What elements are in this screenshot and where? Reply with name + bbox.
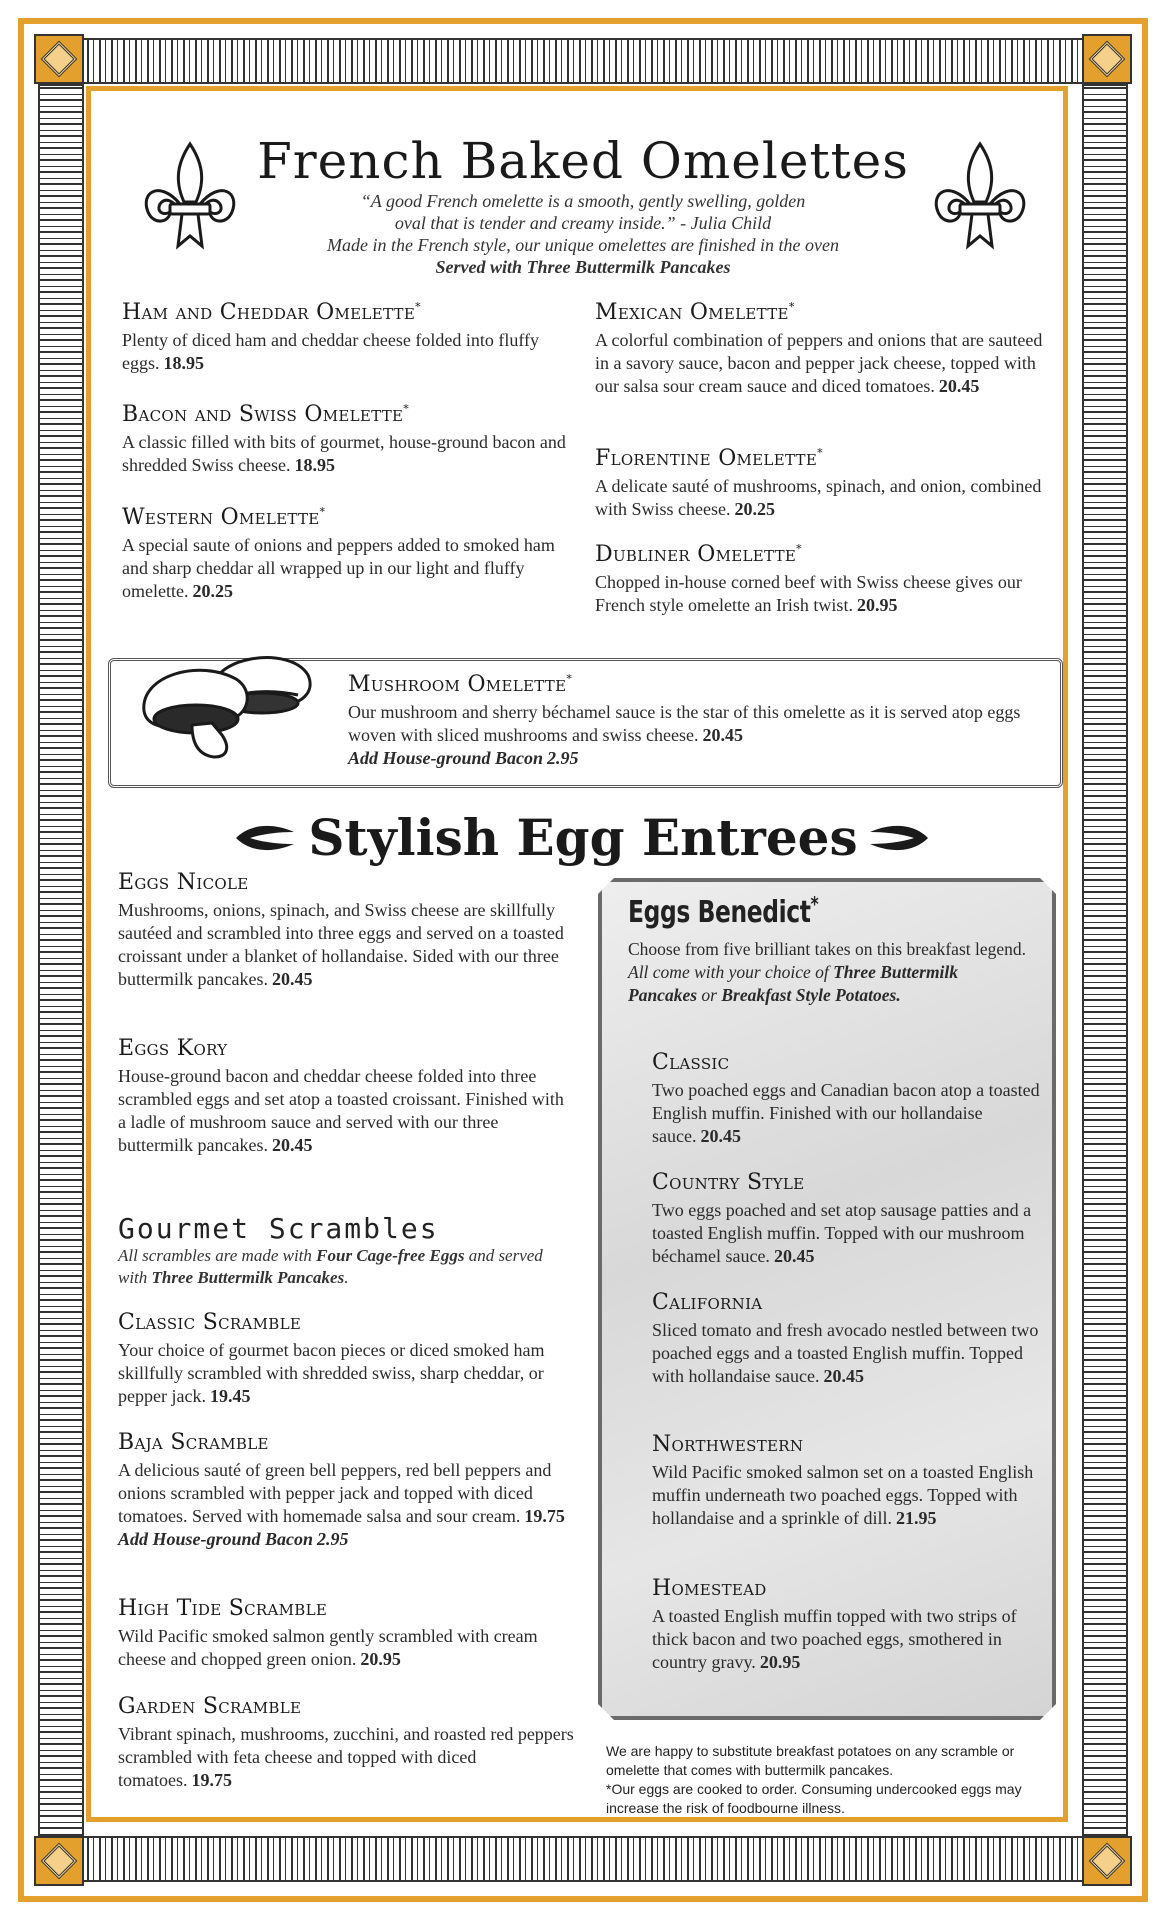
border-rail-bottom	[44, 1836, 1122, 1882]
item-name: Northwestern	[652, 1432, 804, 1457]
item-price: 21.95	[895, 1508, 937, 1528]
addon-price: 2.95	[317, 1529, 349, 1549]
border-rail-right	[1082, 84, 1128, 1836]
item-price: 19.45	[209, 1386, 251, 1406]
item-price: 19.75	[191, 1770, 232, 1790]
menu-item-dubliner: Dubliner Omelette* Chopped in-house corned beef with Swiss cheese gives our French style omelette an Irish twist. 20.95	[595, 542, 1022, 615]
footnote-warning: *Our eggs are cooked to order. Consuming undercooked eggs may increase the risk of foodbourne illness.	[606, 1781, 1022, 1816]
item-desc: Vibrant spinach, mushrooms, zucchini, and roasted red peppers scrambled with feta cheese and topped with diced tomatoes.	[118, 1724, 574, 1790]
item-desc: Plenty of diced ham and cheddar cheese folded into fluffy eggs.	[122, 330, 540, 373]
addon-price: 2.95	[547, 748, 579, 768]
item-price: 20.45	[271, 969, 313, 989]
served-line: Served with Three Buttermilk Pancakes	[435, 257, 731, 277]
item-name: Eggs Kory	[118, 1036, 228, 1061]
item-desc: Our mushroom and sherry béchamel sauce is the star of this omelette as it is served atop eggs woven with sliced mushrooms and swiss cheese.	[348, 702, 1021, 745]
item-price: 20.95	[360, 1649, 401, 1669]
item-name: Classic	[652, 1050, 730, 1075]
footnote	[606, 1742, 1046, 1818]
item-desc: Two poached eggs and Canadian bacon atop a toasted English muffin. Finished with our hollandaise sauce.	[652, 1080, 1040, 1146]
menu-item-benedict-northwestern	[652, 1432, 1042, 1530]
item-name: Homestead	[652, 1576, 767, 1601]
item-price: 20.25	[192, 581, 233, 601]
item-name: Dubliner Omelette	[595, 542, 797, 567]
item-name: Bacon and Swiss Omelette	[122, 402, 404, 427]
item-price: 20.45	[823, 1366, 864, 1386]
item-price: 20.45	[700, 1126, 741, 1146]
item-desc: A delicate sauté of mushrooms, spinach, and onion, combined with Swiss cheese.	[595, 476, 1042, 519]
item-price: 20.45	[938, 376, 980, 396]
item-desc: A classic filled with bits of gourmet, house-ground bacon and shredded Swiss cheese.	[122, 432, 566, 475]
menu-item-garden-scramble	[118, 1694, 578, 1792]
border-rail-top	[44, 38, 1122, 84]
quote-line-1: “A good French omelette is a smooth, gently swelling, golden	[360, 191, 806, 211]
item-desc: Mushrooms, onions, spinach, and Swiss cheese are skillfully sautéed and scrambled into three eggs and served on a toasted croissant under a blanket of hollandaise. Sided with our three buttermilk pancakes.	[118, 900, 564, 989]
border-rail-left	[38, 84, 84, 1836]
menu-item-benedict-california	[652, 1290, 1042, 1388]
item-price: 20.45	[271, 1135, 313, 1155]
benedict-desc: Choose from five brilliant takes on this breakfast legend. All come with your choice of Three Buttermilk Pancakes or Breakfast Style Potatoes.	[628, 939, 1027, 1005]
menu-item-bacon-swiss: Bacon and Swiss Omelette* A classic filled with bits of gourmet, house-ground bacon and shredded Swiss cheese. 18.95	[122, 402, 566, 475]
item-price: 18.95	[294, 455, 335, 475]
menu-item-benedict-country	[652, 1170, 1042, 1268]
made-line: Made in the French style, our unique omelettes are finished in the oven	[326, 235, 840, 255]
item-desc: Wild Pacific smoked salmon set on a toasted English muffin underneath two poached eggs. Topped with hollandaise and a sprinkle of dill.	[652, 1462, 1034, 1528]
item-price: 20.95	[759, 1652, 801, 1672]
menu-item-classic-scramble	[118, 1310, 568, 1408]
item-price: 20.45	[773, 1246, 815, 1266]
menu-item-eggs-nicole	[118, 870, 568, 991]
menu-item-florentine: Florentine Omelette* A delicate sauté of mushrooms, spinach, and onion, combined with Swiss cheese. 20.25	[595, 446, 1042, 519]
menu-item-baja-scramble	[118, 1430, 578, 1551]
menu-item-western: Western Omelette* A special saute of onions and peppers added to smoked ham and sharp cheddar all wrapped up in our light and fluffy omelette. 20.25	[122, 505, 555, 601]
item-desc: Wild Pacific smoked salmon gently scrambled with cream cheese and chopped green onion.	[118, 1626, 538, 1669]
item-name: Baja Scramble	[118, 1430, 269, 1455]
corner-ornament-icon	[1082, 1836, 1132, 1886]
menu-item-mexican: Mexican Omelette* A colorful combination of peppers and onions that are sauteed in a savory sauce, bacon and pepper jack cheese, topped with our salsa sour cream sauce and diced tomatoes. 20.45	[595, 300, 1043, 396]
item-name: High Tide Scramble	[118, 1596, 328, 1621]
omelettes-title: French Baked Omelettes	[257, 132, 909, 190]
item-desc: A colorful combination of peppers and onions that are sauteed in a savory sauce, bacon and pepper jack cheese, topped with our salsa sour cream sauce and diced tomatoes.	[595, 330, 1043, 396]
menu-item-benedict-classic	[652, 1050, 1042, 1148]
corner-ornament-icon	[34, 34, 84, 84]
corner-ornament-icon	[34, 1836, 84, 1886]
footnote-substitution: We are happy to substitute breakfast potatoes on any scramble or omelette that comes with buttermilk pancakes.	[606, 1743, 1015, 1778]
scrambles-title: Gourmet Scrambles	[118, 1212, 439, 1245]
mushroom-illustration-icon	[140, 635, 320, 765]
item-desc: Your choice of gourmet bacon pieces or diced smoked ham skillfully scrambled with shredded swiss, sharp cheddar, or pepper jack.	[118, 1340, 545, 1406]
addon-label: Add House-ground Bacon	[118, 1529, 314, 1549]
item-desc: Chopped in-house corned beef with Swiss cheese gives our French style omelette an Irish twist.	[595, 572, 1022, 615]
item-desc: House-ground bacon and cheddar cheese folded into three scrambled eggs and set atop a toasted croissant. Finished with a ladle of mushroom sauce and served with our three buttermilk pancakes.	[118, 1066, 564, 1155]
menu-item-eggs-kory	[118, 1036, 568, 1157]
item-desc: A delicious sauté of green bell peppers, red bell peppers and onions scrambled with pepper jack and topped with diced tomatoes. Served with homemade salsa and sour cream.	[118, 1460, 552, 1526]
item-desc: Two eggs poached and set atop sausage patties and a toasted English muffin. Topped with our mushroom béchamel sauce.	[652, 1200, 1032, 1266]
scrambles-note: All scrambles are made with Four Cage-free Eggs and served with Three Buttermilk Pancakes.	[118, 1246, 543, 1287]
item-price: 20.95	[856, 595, 898, 615]
item-name: California	[652, 1290, 763, 1315]
item-name: Garden Scramble	[118, 1694, 302, 1719]
menu-item-benedict-homestead	[652, 1576, 1042, 1674]
entrees-title: Stylish Egg Entrees	[308, 808, 858, 867]
item-name: Ham and Cheddar Omelette	[122, 300, 416, 325]
quote-line-2: oval that is tender and creamy inside.” - Julia Child	[394, 213, 772, 233]
swirl-ornament-icon	[862, 818, 932, 858]
benedict-title: Eggs Benedict*	[628, 892, 819, 930]
item-price: 19.75	[524, 1506, 565, 1526]
item-desc: Sliced tomato and fresh avocado nestled between two poached eggs and a toasted English muffin. Topped with hollandaise sauce.	[652, 1320, 1039, 1386]
item-price: 20.25	[734, 499, 775, 519]
item-name: Western Omelette	[122, 505, 320, 530]
menu-item-mushroom: Mushroom Omelette* Our mushroom and sherry béchamel sauce is the star of this omelette as it is served atop eggs woven with sliced mushrooms and swiss cheese. 20.45 Add House-ground Bacon 2.95	[348, 672, 1021, 768]
corner-ornament-icon	[1082, 34, 1132, 84]
menu-item-ham-cheddar: Ham and Cheddar Omelette* Plenty of diced ham and cheddar cheese folded into fluffy eggs. 18.95	[122, 300, 540, 373]
item-name: Mushroom Omelette	[348, 672, 567, 697]
item-desc: A special saute of onions and peppers added to smoked ham and sharp cheddar all wrapped up in our light and fluffy omelette.	[122, 535, 555, 601]
item-name: Country Style	[652, 1170, 805, 1195]
item-desc: A toasted English muffin topped with two strips of thick bacon and two poached eggs, smothered in country gravy.	[652, 1606, 1017, 1672]
item-name: Mexican Omelette	[595, 300, 789, 325]
item-name: Classic Scramble	[118, 1310, 302, 1335]
menu-item-high-tide-scramble	[118, 1596, 568, 1671]
addon-label: Add House-ground Bacon	[348, 748, 544, 768]
item-name: Eggs Nicole	[118, 870, 249, 895]
item-price: 20.45	[702, 725, 743, 745]
item-name: Florentine Omelette	[595, 446, 818, 471]
item-price: 18.95	[163, 353, 204, 373]
